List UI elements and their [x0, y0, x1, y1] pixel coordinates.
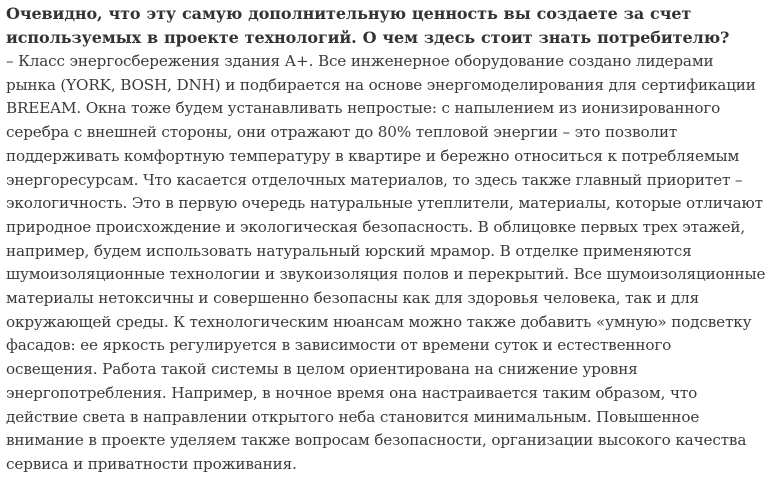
interview-question: Очевидно, что эту самую дополнительную ценность вы создаете за счет используемых в проекте технологий. О чем здесь стоит знать потребителю?: [6, 4, 730, 47]
interview-article: [6, 2, 766, 477]
interview-answer: – Класс энергосбережения здания А+. Все инженерное оборудование создано лидерами рынка (YORK, BOSH, DNH) и подбирается на основе энергомоделирования для сертификации BREEAM. Окна тоже будем устанавливать непростые: с напылением из ионизированного серебра с внешней стороны, они отражают до 80% тепловой энергии – это позволит поддерживать комфортную температуру в квартире и бережно относиться к потребляемым энергоресурсам. Что касается отделочных материалов, то здесь также главный приоритет – экологичность. Это в первую очередь натуральные утеплители, материалы, которые отличают природное происхождение и экологическая безопасность. В облицовке первых трех этажей, например, будем использовать натуральный юрский мрамор. В отделке применяются шумоизоляционные технологии и звукоизоляция полов и перекрытий. Все шумоизоляционные материалы нетоксичны и совершенно безопасны как для здоровья человека, так и для окружающей среды. К технологическим нюансам можно также добавить «умную» подсветку фасадов: ее яркость регулируется в зависимости от времени суток и естественного освещения. Работа такой системы в целом ориентирована на снижение уровня энергопотребления. Например, в ночное время она настраивается таким образом, что действие света в направлении открытого неба становится минимальным. Повышенное внимание в проекте уделяем также вопросам безопасности, организации высокого качества сервиса и приватности проживания.: [6, 52, 766, 473]
